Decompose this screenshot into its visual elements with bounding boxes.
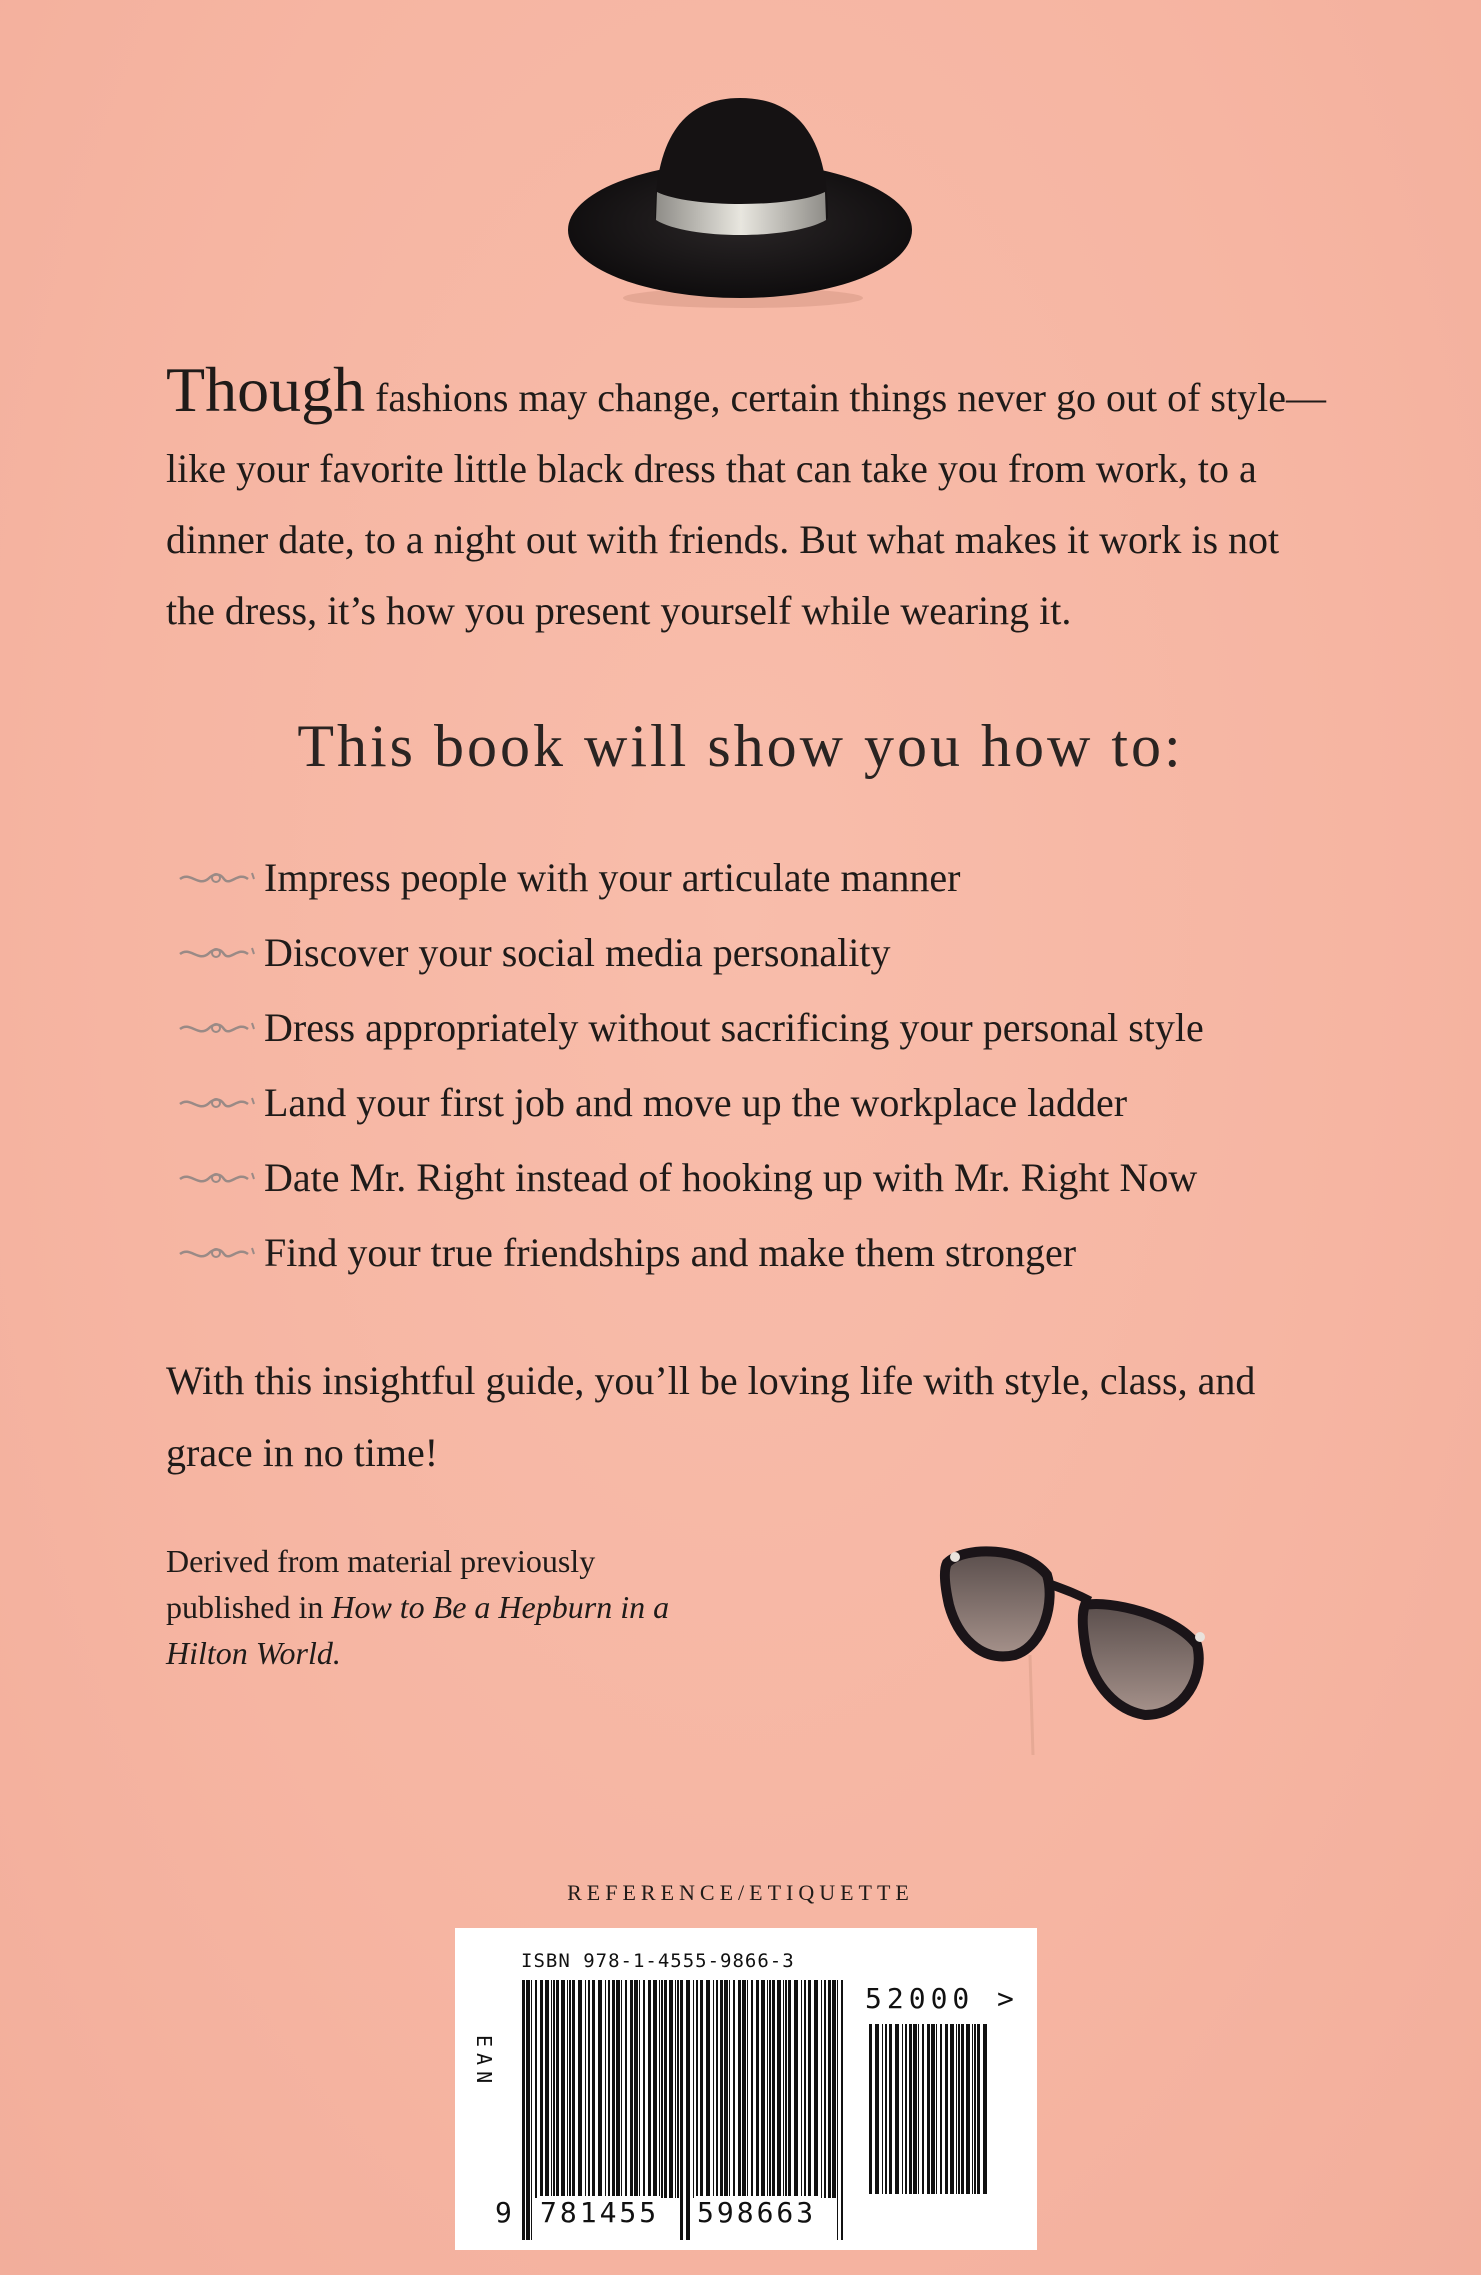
closing-paragraph: With this insightful guide, you’ll be loving life with style, class, and grace in no time! [166,1358,1256,1475]
list-item [166,840,1366,915]
barcode [455,1928,1037,2250]
list-item [166,1215,1366,1290]
list-item [166,1065,1366,1140]
ribbon-bullet-icon [166,863,262,893]
ribbon-bullet-icon [166,1238,262,1268]
list-item-text: Find your true friendships and make them stronger [264,1230,1077,1275]
ean-label: EAN [472,2035,496,2090]
list-item [166,1140,1366,1215]
intro-paragraph [166,354,1326,646]
benefit-list [166,840,1366,1290]
price-arrow: > [997,1982,1014,2015]
list-heading: This book will show you how to: [297,713,1184,779]
ribbon-bullet-icon [166,1013,262,1043]
list-item-text: Impress people with your articulate manner [264,855,961,900]
intro-text: fashions may change, certain things never go out of style—like your favorite little black dress that can take you from work, to a dinner date, to a night out with friends. But what makes it work is not the dress, it’s how you present yourself while wearing it. [166,375,1326,633]
ribbon-bullet-icon [166,1088,262,1118]
addon-bars [867,2024,987,2236]
derived-title: How to Be a Hepburn in a Hilton World. [166,1589,670,1671]
list-item-text: Discover your social media personality [264,930,891,975]
ribbon-bullet-icon [166,938,262,968]
ean-left-digits: 781455 [540,2196,660,2229]
list-item-text: Date Mr. Right instead of hooking up with Mr. Right Now [264,1155,1198,1200]
list-item-text: Land your first job and move up the workplace ladder [264,1080,1128,1125]
isbn-number: ISBN 978-1-4555-9866-3 [521,1950,795,1972]
ean-first-digit: 9 [495,2196,512,2229]
list-item [166,990,1366,1065]
sunglasses-icon [935,1505,1295,1755]
ribbon-bullet-icon [166,1163,262,1193]
price-code: 52000 [865,1982,975,2015]
ean-right-digits: 598663 [697,2196,817,2229]
derived-note [166,1538,726,1676]
intro-lead-word: Though [166,354,366,425]
derived-prefix: Derived from material previously published in [166,1543,596,1625]
category-label: REFERENCE/ETIQUETTE [567,1880,914,1905]
list-item-text: Dress appropriately without sacrificing your personal style [264,1005,1204,1050]
hat-icon [560,80,920,310]
list-item [166,915,1366,990]
